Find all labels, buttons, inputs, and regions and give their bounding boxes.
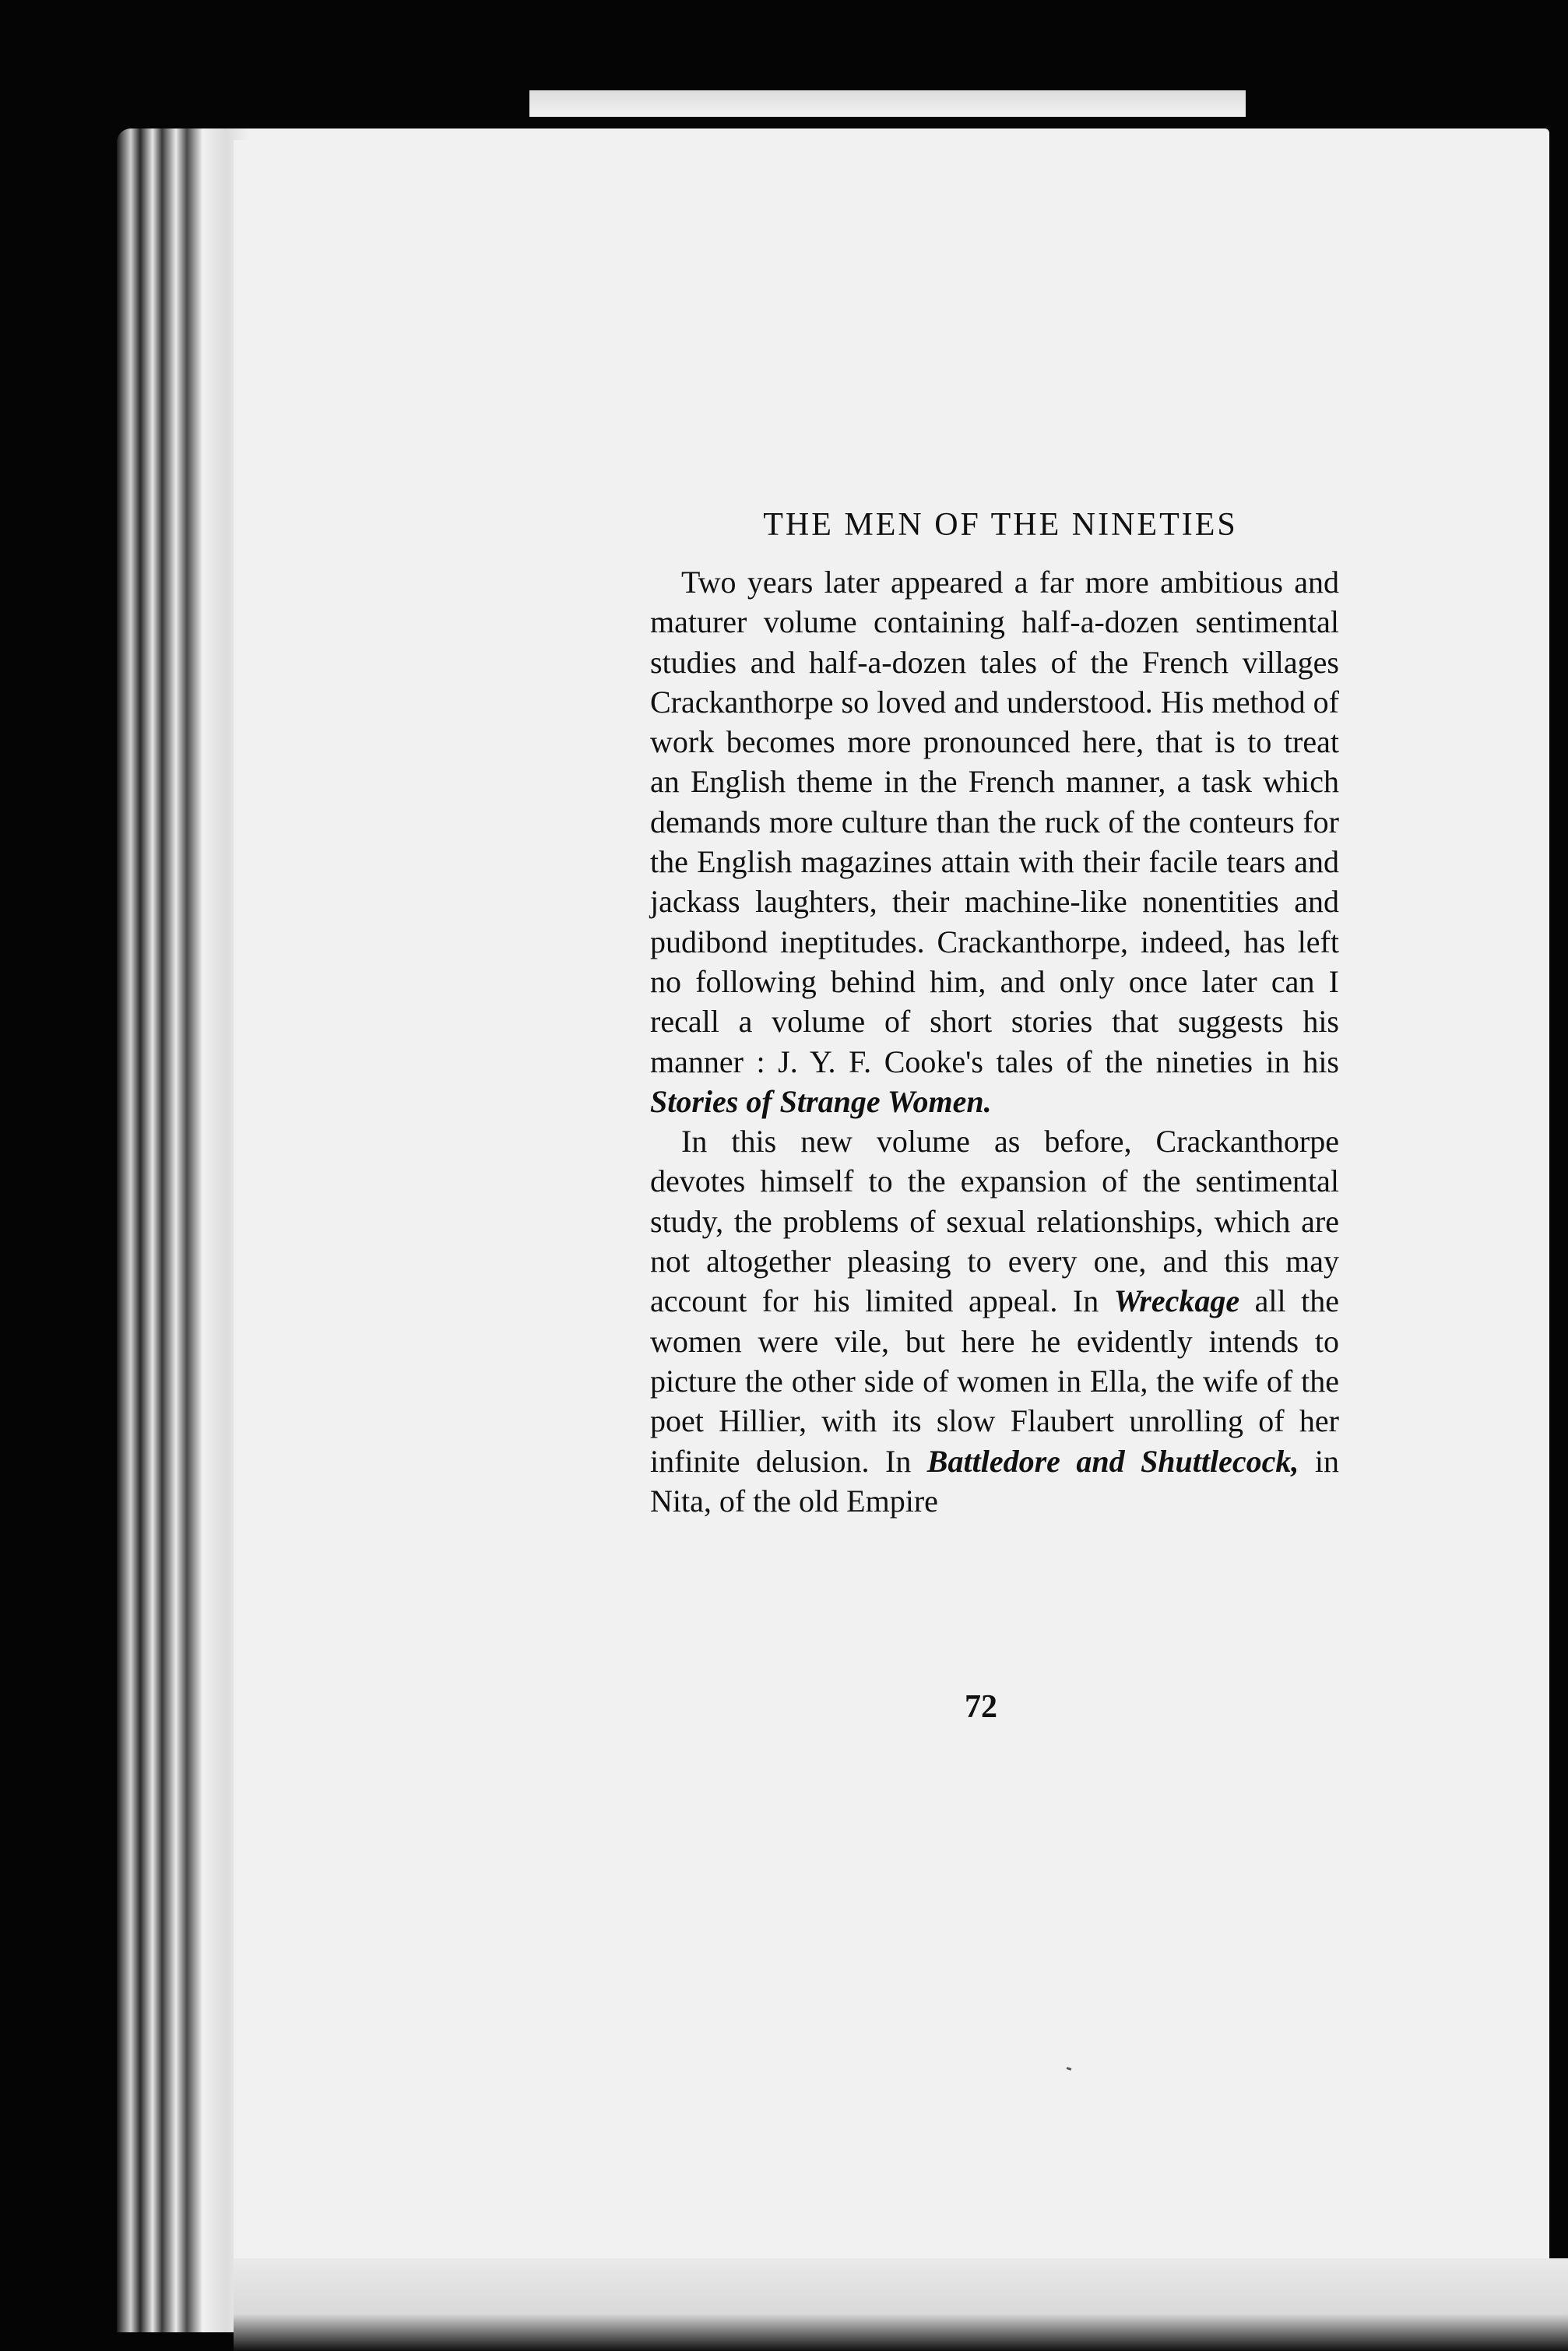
body-text: [650, 562, 1339, 1521]
text-run: In this new volume as before, Crackanthorpe devotes himself to the expansion of the sentimental study, the problems of sexual relationships, which are not altogether pleasing to every one, and this may account for his limited appeal. In: [650, 1124, 1339, 1319]
text-run: all the women were vile, but here he evidently intends to picture the other side of women in Ella, the wife of the poet Hillier, with its slow Flaubert unrolling of her infinite delusion. In: [650, 1283, 1339, 1479]
text-run: in Nita, of the old Empire: [650, 1443, 1339, 1519]
page-bottom-edge: [234, 2258, 1568, 2351]
paragraph-1: [650, 562, 1339, 1121]
paragraph-2: [650, 1121, 1339, 1521]
running-head: THE MEN OF THE NINETIES: [763, 507, 1238, 543]
italic-title-run: Stories of Strange Women.: [650, 1083, 992, 1119]
page-top-edge: [529, 90, 1246, 117]
text-run: Two years later appeared a far more ambitious and maturer volume containing half-a-dozen sentimental studies and half-a-dozen tales of the French villages Crackanthorpe so loved and understood. His method of work becomes more pronounced here, that is to treat an English theme in the French manner, a task which demands more culture than the ruck of the conteurs for the English magazines attain with their facile tears and jackass laughters, their machine-like nonentities and pudibond ineptitudes. Crackanthorpe, indeed, has left no following behind him, and only once later can I recall a volume of short stories that suggests his manner : J. Y. F. Cooke's tales of the nineties in his: [650, 565, 1339, 1079]
italic-title-run: Wreckage: [1113, 1283, 1240, 1319]
page-number: 72: [965, 1689, 997, 1725]
italic-title-run: Battledore and Shuttlecock,: [926, 1443, 1299, 1479]
